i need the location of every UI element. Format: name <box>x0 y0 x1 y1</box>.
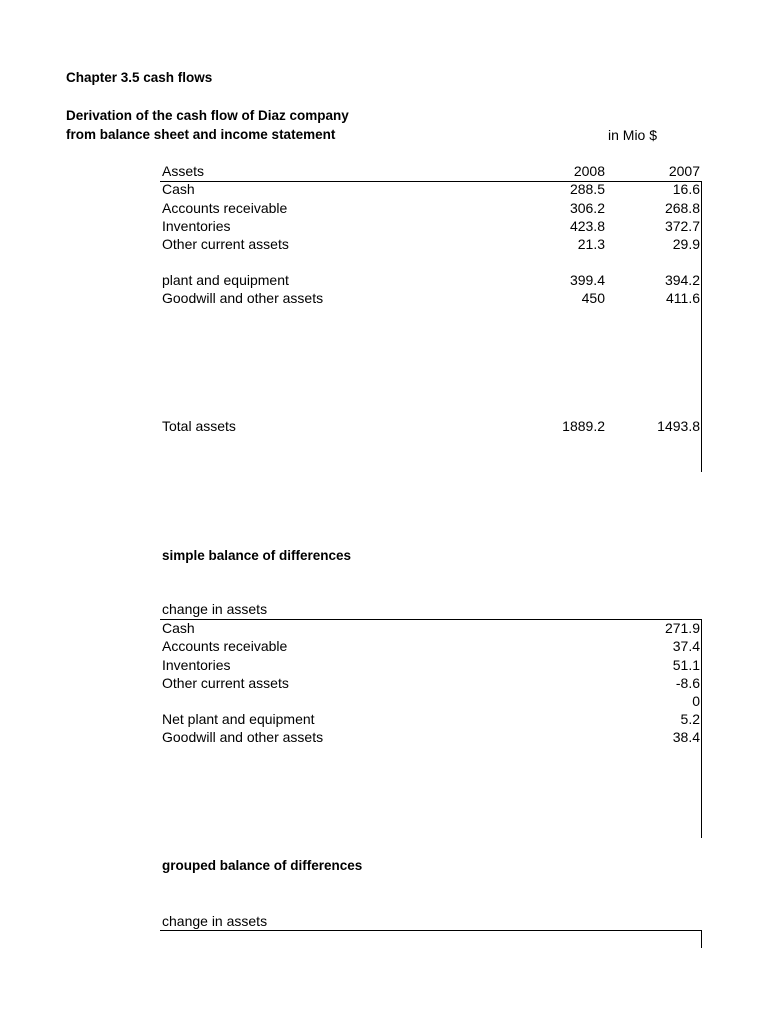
assets-header: Assets <box>162 163 205 179</box>
table-row-label: Goodwill and other assets <box>162 729 324 745</box>
table-cell-2008: 306.2 <box>569 200 605 216</box>
table-row-label: Cash <box>162 620 195 636</box>
simple-header-rule <box>160 619 702 620</box>
table-cell-2007: 394.2 <box>664 272 700 288</box>
table-row-label: Net plant and equipment <box>162 711 315 727</box>
table-cell-change: -8.6 <box>675 675 700 691</box>
total-assets-2007: 1493.8 <box>657 418 700 434</box>
table-row-label: Other current assets <box>162 675 289 691</box>
table-cell-2007: 268.8 <box>664 200 700 216</box>
table-row-label: Inventories <box>162 218 231 234</box>
assets-header-rule <box>160 181 702 182</box>
table-cell-2007: 16.6 <box>672 181 700 197</box>
assets-right-border <box>701 181 702 472</box>
table-cell-2008: 399.4 <box>569 272 605 288</box>
grouped-section-title: grouped balance of differences <box>162 858 363 873</box>
table-cell-2007: 411.6 <box>666 290 700 306</box>
table-cell-2007: 29.9 <box>672 236 700 252</box>
simple-section-title: simple balance of differences <box>162 548 352 563</box>
table-cell-2007: 372.7 <box>664 218 700 234</box>
year-2008-header: 2008 <box>573 163 605 179</box>
total-assets-label: Total assets <box>162 418 236 434</box>
table-cell-2008: 288.5 <box>569 181 605 197</box>
table-row-label: Other current assets <box>162 236 289 252</box>
table-cell-change: 51.1 <box>672 657 700 673</box>
table-row-label: Accounts receivable <box>162 638 288 654</box>
simple-section-header: change in assets <box>162 601 268 617</box>
table-cell-change: 0 <box>692 693 700 709</box>
table-row-label: Cash <box>162 181 195 197</box>
table-cell-change: 38.4 <box>672 729 700 745</box>
table-row-label: plant and equipment <box>162 272 289 288</box>
heading-line-2: from balance sheet and income statement <box>66 127 336 142</box>
simple-right-border <box>701 619 702 838</box>
table-cell-change: 271.9 <box>664 620 700 636</box>
grouped-section-header: change in assets <box>162 913 268 929</box>
unit-note: in Mio $ <box>608 127 658 143</box>
table-row-label: Inventories <box>162 657 231 673</box>
grouped-header-rule <box>160 930 702 931</box>
table-row-label: Accounts receivable <box>162 200 288 216</box>
table-cell-2008: 21.3 <box>577 236 605 252</box>
total-assets-2008: 1889.2 <box>562 418 605 434</box>
table-cell-change: 5.2 <box>680 711 700 727</box>
table-cell-change: 37.4 <box>672 638 700 654</box>
year-2007-header: 2007 <box>668 163 700 179</box>
table-row-label: Goodwill and other assets <box>162 290 324 306</box>
table-cell-2008: 450 <box>581 290 605 306</box>
chapter-title: Chapter 3.5 cash flows <box>66 70 213 85</box>
grouped-right-border <box>701 930 702 948</box>
table-cell-2008: 423.8 <box>569 218 605 234</box>
heading-line-1: Derivation of the cash flow of Diaz company <box>66 108 349 123</box>
